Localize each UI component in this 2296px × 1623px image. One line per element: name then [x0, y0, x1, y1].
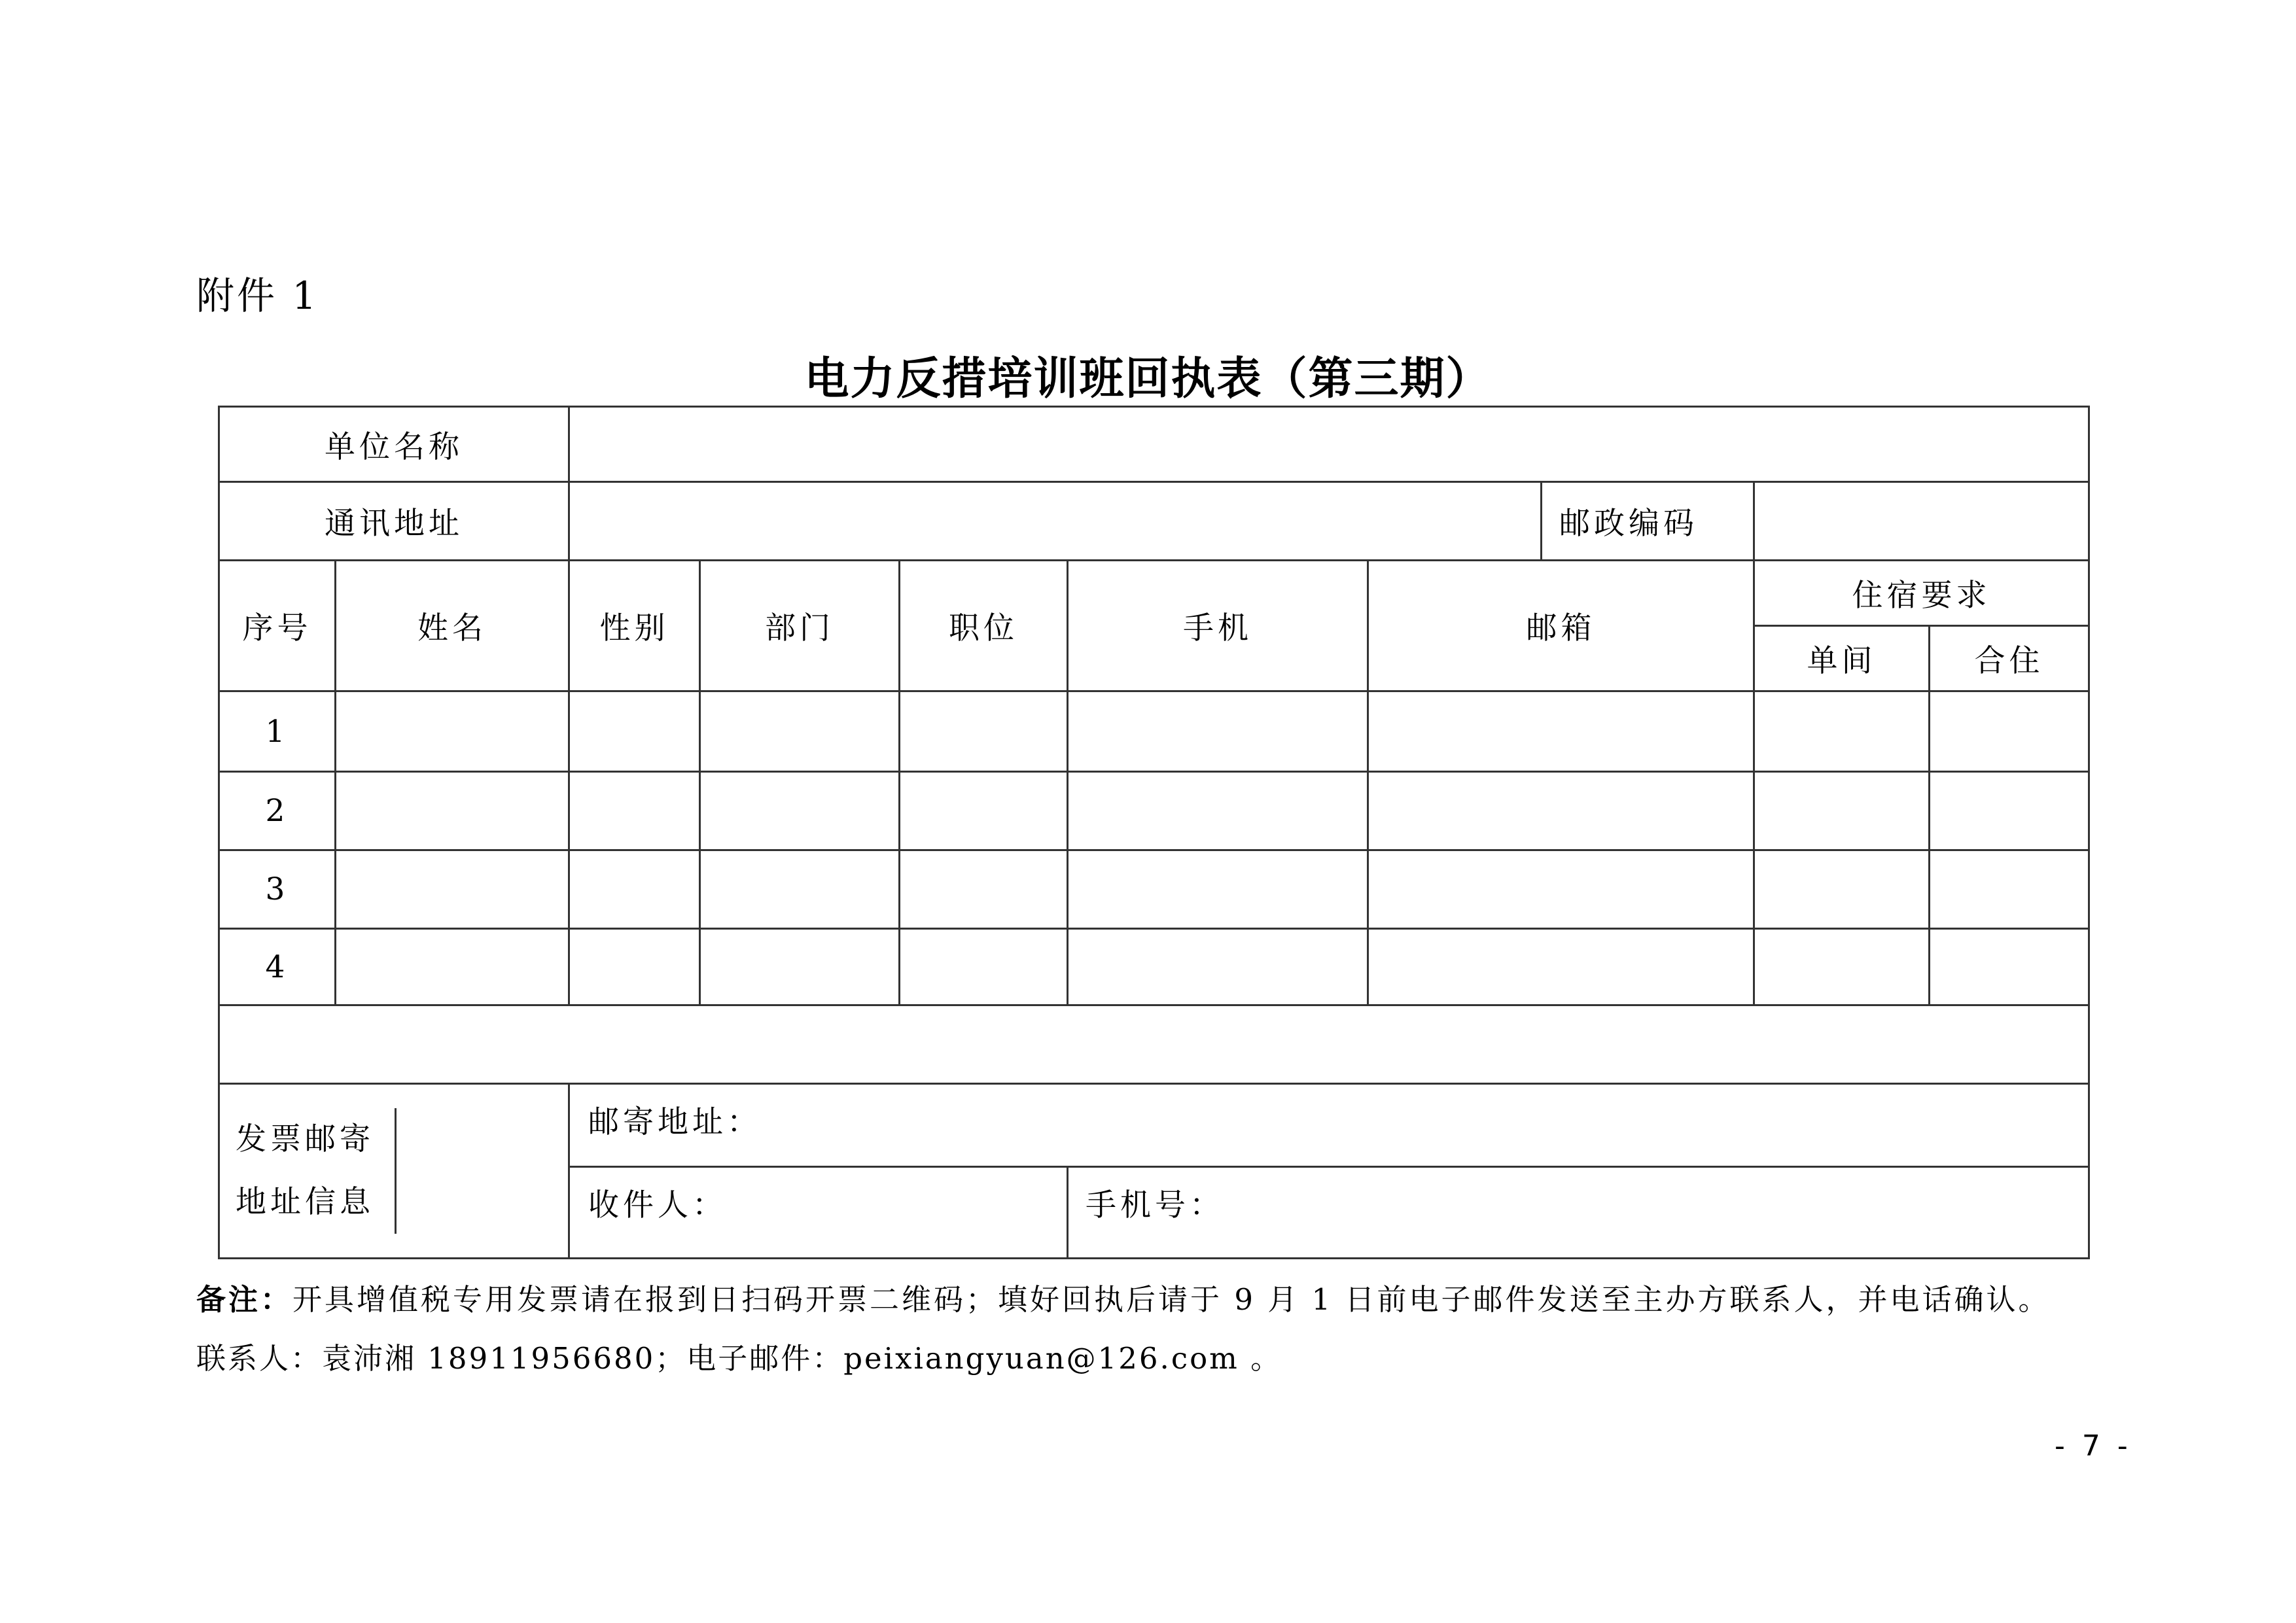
department-cell[interactable] [700, 850, 900, 929]
position-cell[interactable] [900, 772, 1068, 850]
email-cell[interactable] [1368, 772, 1754, 850]
department-cell[interactable] [700, 772, 900, 850]
address-label: 通讯地址 [219, 482, 569, 561]
header-department: 部门 [700, 561, 900, 691]
table-row [219, 850, 2089, 929]
remark-prefix: 备注： [196, 1282, 293, 1317]
remark-note [196, 1276, 2051, 1318]
header-mobile: 手机 [1068, 561, 1368, 691]
shared-room-cell[interactable] [1930, 929, 2089, 1005]
header-position: 职位 [900, 561, 1068, 691]
row-number: 3 [219, 850, 336, 929]
unit-name-label: 单位名称 [219, 407, 569, 482]
position-cell[interactable] [900, 929, 1068, 1005]
gender-cell[interactable] [569, 772, 700, 850]
header-seq: 序号 [219, 561, 336, 691]
header-row-1 [219, 561, 2089, 626]
header-single-room: 单间 [1754, 626, 1930, 691]
reply-form-table [218, 406, 2090, 1259]
phone-field[interactable]: 手机号： [1068, 1167, 2089, 1259]
mobile-cell[interactable] [1068, 772, 1368, 850]
single-room-cell[interactable] [1754, 772, 1930, 850]
unit-name-field[interactable] [569, 407, 2089, 482]
email-cell[interactable] [1368, 929, 1754, 1005]
address-row [219, 482, 2089, 561]
row-number: 4 [219, 929, 336, 1005]
position-cell[interactable] [900, 691, 1068, 772]
address-field[interactable] [569, 482, 1542, 561]
recipient-field[interactable]: 收件人： [569, 1167, 1068, 1259]
document-title: 电力反措培训班回执表（第三期） [804, 353, 1492, 405]
invoice-label-line2: 地址信息 [236, 1184, 374, 1220]
single-room-cell[interactable] [1754, 929, 1930, 1005]
name-cell[interactable] [336, 691, 569, 772]
mobile-cell[interactable] [1068, 850, 1368, 929]
email-cell[interactable] [1368, 691, 1754, 772]
mobile-cell[interactable] [1068, 691, 1368, 772]
header-accommodation: 住宿要求 [1754, 561, 2089, 626]
postal-code-field[interactable] [1754, 482, 2089, 561]
header-shared-room: 合住 [1930, 626, 2089, 691]
header-name: 姓名 [336, 561, 569, 691]
invoice-label-line1: 发票邮寄 [236, 1121, 374, 1157]
invoice-label-cell [219, 1084, 569, 1259]
table-row [219, 772, 2089, 850]
shared-room-cell[interactable] [1930, 691, 2089, 772]
name-cell[interactable] [336, 772, 569, 850]
contact-line: 联系人：袁沛湘 18911956680；电子邮件：peixiangyuan@126.com 。 [196, 1341, 1282, 1376]
page-number: - 7 - [2055, 1429, 2132, 1463]
gender-cell[interactable] [569, 929, 700, 1005]
row-number: 2 [219, 772, 336, 850]
mail-address-field[interactable]: 邮寄地址： [569, 1084, 2089, 1167]
blank-row [219, 1005, 2089, 1084]
table-row [219, 691, 2089, 772]
gender-cell[interactable] [569, 691, 700, 772]
name-cell[interactable] [336, 850, 569, 929]
invoice-address-row [219, 1084, 2089, 1167]
table-row [219, 929, 2089, 1005]
gender-cell[interactable] [569, 850, 700, 929]
header-email: 邮箱 [1368, 561, 1754, 691]
shared-room-cell[interactable] [1930, 772, 2089, 850]
position-cell[interactable] [900, 850, 1068, 929]
single-room-cell[interactable] [1754, 691, 1930, 772]
attachment-label: 附件 1 [196, 273, 319, 318]
unit-name-row [219, 407, 2089, 482]
email-cell[interactable] [1368, 850, 1754, 929]
department-cell[interactable] [700, 929, 900, 1005]
remark-text: 开具增值税专用发票请在报到日扫码开票二维码；填好回执后请于 9 月 1 日前电子邮件发送至主办方联系人，并电话确认。 [292, 1282, 2051, 1317]
mobile-cell[interactable] [1068, 929, 1368, 1005]
name-cell[interactable] [336, 929, 569, 1005]
department-cell[interactable] [700, 691, 900, 772]
row-number: 1 [219, 691, 336, 772]
shared-room-cell[interactable] [1930, 850, 2089, 929]
postal-code-label: 邮政编码 [1542, 482, 1754, 561]
header-gender: 性别 [569, 561, 700, 691]
blank-cell[interactable] [219, 1005, 2089, 1084]
single-room-cell[interactable] [1754, 850, 1930, 929]
